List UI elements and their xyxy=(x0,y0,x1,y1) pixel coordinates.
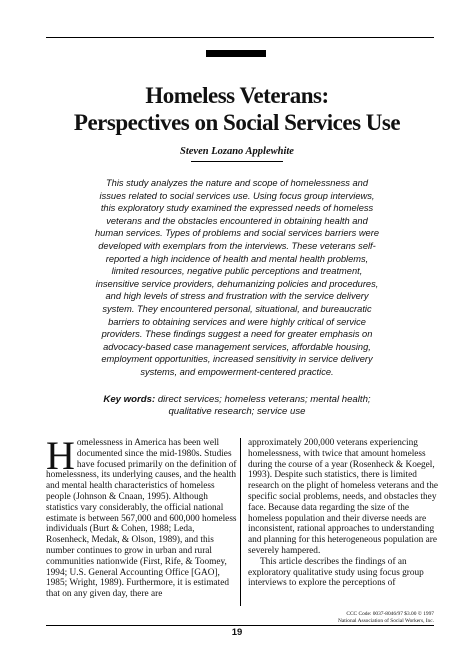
page-number: 19 xyxy=(231,627,243,638)
body-left-text: omelessness in America has been well documented since the mid-1980s. Studies have focused primarily on the definition of homelessness, its underlying causes, and the health and mental health characteristics of homeless people (Johnson & Cnaan, 1995). Although statistics vary considerably, the official national estimate is between 567,000 and 600,000 homeless individuals (Burt & Cohen, 1988; Leda, Rosenheck, Medak, & Olson, 1989), and this number continues to grow in urban and rural communities nationwide (First, Rife, & Toomey, 1994; U.S. General Accounting Office [GAO], 1985; Wright, 1989). Furthermore, it is estimated that on any given day, there are xyxy=(46,438,237,600)
title-ornament-bar xyxy=(206,50,266,57)
keywords xyxy=(82,394,392,418)
title-line-1: Homeless Veterans: xyxy=(145,83,329,108)
copyright-credit xyxy=(214,611,434,624)
credit-line-2: National Association of Social Workers, Inc. xyxy=(337,617,434,624)
drop-cap: H xyxy=(46,433,75,478)
credit-line-1: CCC Code: 0037-8046/97 $3.00 © 1997 xyxy=(346,611,434,617)
body-right-paragraph-1: approximately 200,000 veterans experiencing homelessness, with twice that amount homeless during the course of a year (Rosenheck & Koegel, 1993). Despite such statistics, there is limited research on the plight of homeless veterans and the specific social problems, needs, and obstacles they face. Because data regarding the size of the homeless population and their diverse needs are inconsistent, rational approaches to understanding and planning for this heterogeneous population are severely hampered. xyxy=(248,438,439,556)
title-line-2: Perspectives on Social Services Use xyxy=(73,110,401,135)
author-name: Steven Lozano Applewhite xyxy=(180,146,294,157)
bottom-rule xyxy=(46,625,434,626)
column-divider xyxy=(240,438,241,606)
author-underline xyxy=(191,161,283,162)
article-title xyxy=(40,82,434,136)
keywords-label: Key words: xyxy=(103,394,156,405)
keywords-text: direct services; homeless veterans; mental health; qualitative research; service use xyxy=(157,394,371,417)
body-column-right xyxy=(248,438,439,589)
body-column-left xyxy=(46,433,237,600)
body-right-paragraph-2: This article describes the findings of an exploratory qualitative study using focus group interviews to explore the perceptions of xyxy=(248,556,424,589)
top-rule xyxy=(46,37,434,38)
abstract: This study analyzes the nature and scope of homelessness and issues related to social services use. Using focus group interviews, this exploratory study examined the expressed needs of homeless veterans and the obstacles encountered in obtaining health and human services. Types of problems and social services barriers were developed with exemplars from the interviews. These veterans self-reported a high incidence of health and mental health problems, limited resources, negative public perceptions and treatment, insensitive service providers, dehumanizing policies and procedures, and high levels of stress and frustration with the service delivery system. They encountered personal, situational, and bureaucratic barriers to obtaining services and were highly critical of service providers. These findings suggest a need for greater emphasis on advocacy-based case management services, affordable housing, employment opportunities, increased sensitivity in service delivery systems, and empowerment-centered practice. xyxy=(94,178,379,377)
